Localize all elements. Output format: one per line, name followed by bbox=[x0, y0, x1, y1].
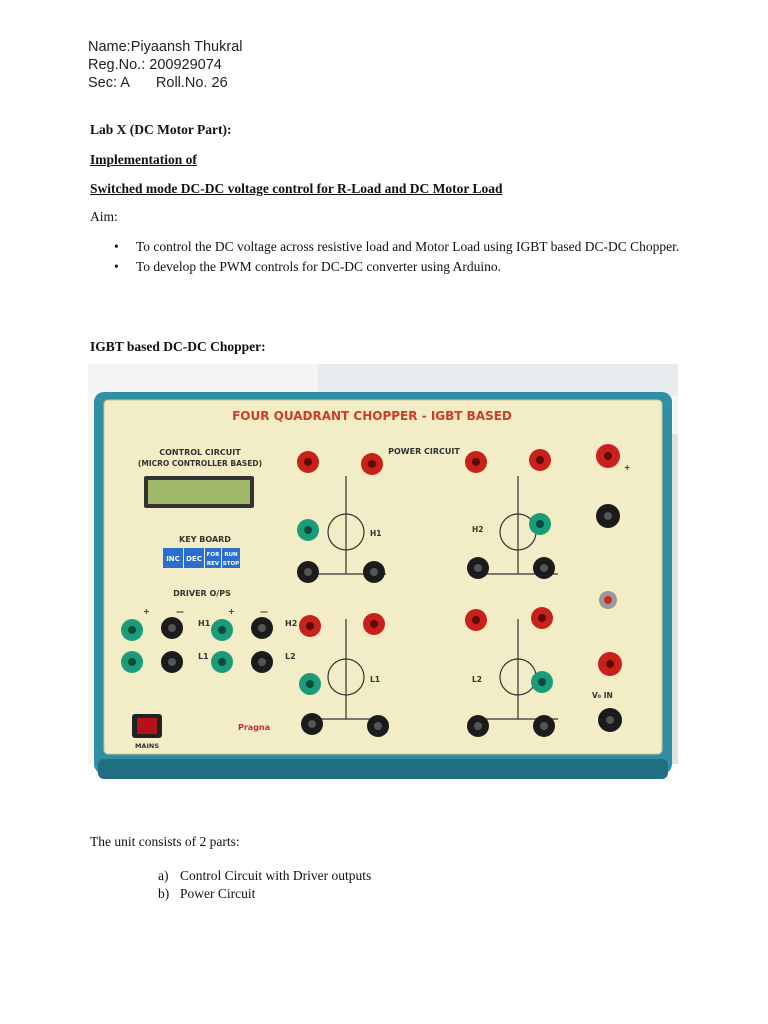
plus-label: + bbox=[143, 607, 150, 616]
chopper-unit-photo bbox=[88, 364, 678, 792]
chopper-heading: IGBT based DC-DC Chopper: bbox=[90, 339, 266, 354]
parts-list-item bbox=[158, 867, 371, 885]
mains-label: MAINS bbox=[134, 742, 160, 750]
l1-igbt-label: L1 bbox=[370, 675, 380, 684]
keyboard-label: KEY BOARD bbox=[179, 535, 231, 544]
aim-item: • To develop the PWM controls for DC-DC converter using Arduino. bbox=[114, 259, 501, 274]
roll-number: Roll.No. 26 bbox=[155, 75, 228, 91]
item-text: Control Circuit with Driver outputs bbox=[180, 868, 372, 883]
unit-description: The unit consists of 2 parts: bbox=[90, 834, 240, 849]
implementation-heading: Implementation of bbox=[90, 152, 197, 167]
stop-label: STOP bbox=[222, 561, 240, 567]
parts-list bbox=[158, 867, 371, 903]
lcd-display bbox=[148, 480, 250, 504]
plus-label: + bbox=[624, 463, 631, 472]
parts-list-item bbox=[158, 885, 371, 903]
run-label: RUN bbox=[224, 552, 238, 558]
l2-driver-label: L2 bbox=[285, 652, 296, 661]
dec-key-label: DEC bbox=[186, 555, 202, 563]
l1-driver-label: L1 bbox=[198, 652, 209, 661]
l2-igbt-label: L2 bbox=[472, 675, 482, 684]
aim-list bbox=[112, 238, 680, 278]
minus-label: — bbox=[176, 607, 184, 616]
student-name: Name:Piyaansh Thukral bbox=[88, 39, 243, 55]
aim-label: Aim: bbox=[90, 209, 118, 224]
item-text: Power Circuit bbox=[180, 886, 256, 901]
rev-label: REV bbox=[206, 561, 220, 567]
vin-label: V₀ IN bbox=[592, 691, 613, 700]
control-circuit-title: CONTROL CIRCUIT bbox=[159, 448, 241, 457]
h1-igbt-label: H1 bbox=[370, 529, 382, 538]
item-marker: b) bbox=[158, 886, 170, 901]
h1-driver-label: H1 bbox=[198, 619, 211, 628]
panel-title: FOUR QUADRANT CHOPPER - IGBT BASED bbox=[232, 409, 512, 423]
item-marker: a) bbox=[158, 868, 169, 883]
for-label: FOR bbox=[206, 552, 220, 558]
plus-label: + bbox=[228, 607, 235, 616]
lab-title: Lab X (DC Motor Part): bbox=[90, 122, 232, 137]
aim-text: To control the DC voltage across resistive load and Motor Load using IGBT based DC-DC Chopper. bbox=[136, 239, 680, 254]
power-circuit-title: POWER CIRCUIT bbox=[388, 447, 460, 456]
topic-heading: Switched mode DC-DC voltage control for R-Load and DC Motor Load bbox=[90, 181, 503, 196]
h2-driver-label: H2 bbox=[285, 619, 298, 628]
registration-number: Reg.No.: 200929074 bbox=[88, 57, 222, 73]
minus-label: — bbox=[260, 607, 268, 616]
section-roll-line bbox=[88, 74, 228, 92]
inc-key-label: INC bbox=[166, 555, 180, 563]
control-circuit-subtitle: (MICRO CONTROLLER BASED) bbox=[137, 459, 263, 468]
driver-outputs-label: DRIVER O/PS bbox=[173, 589, 231, 598]
h2-igbt-label: H2 bbox=[472, 525, 484, 534]
aim-text: To develop the PWM controls for DC-DC converter using Arduino. bbox=[136, 259, 501, 274]
section: Sec: A bbox=[88, 75, 130, 91]
aim-item: • To control the DC voltage across resistive load and Motor Load using IGBT based DC-DC Chopper. bbox=[114, 239, 680, 254]
brand-logo: Pragna bbox=[238, 723, 271, 732]
